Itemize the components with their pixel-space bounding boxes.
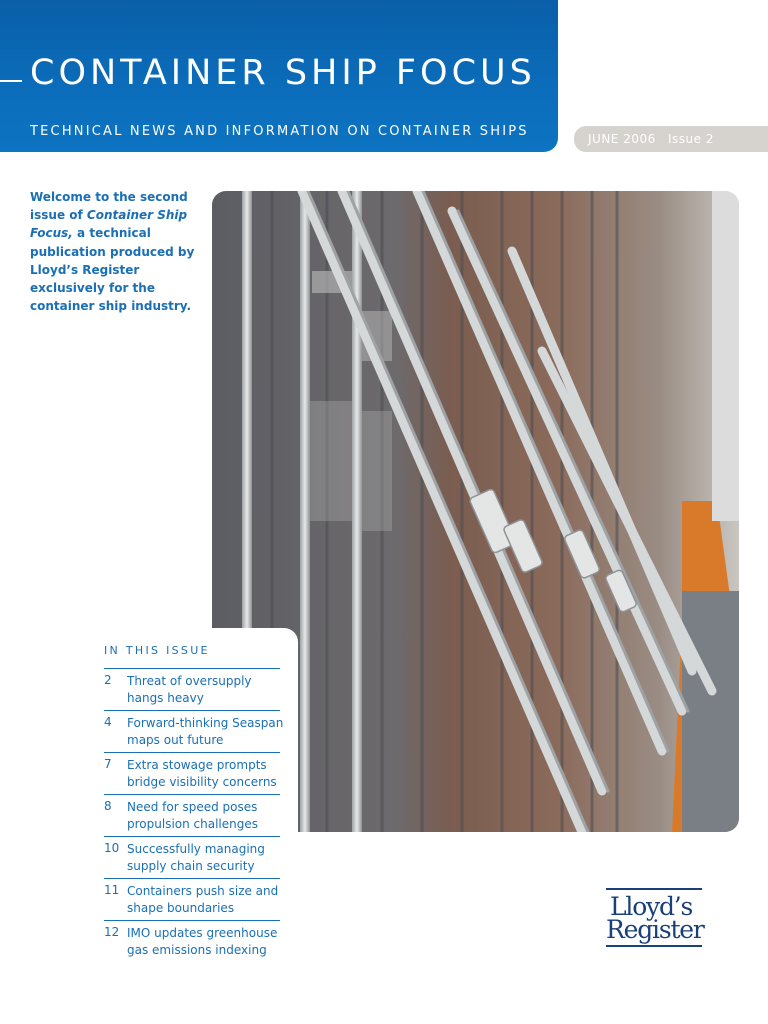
logo-word-register: Register xyxy=(606,915,704,944)
toc-item xyxy=(104,836,280,878)
toc-item xyxy=(104,710,284,752)
intro-publication-name: Container Ship Focus, xyxy=(30,208,188,241)
toc-item xyxy=(104,668,280,710)
issue-date: JUNE 2006 xyxy=(588,132,656,146)
toc-heading: IN THIS ISSUE xyxy=(104,644,210,657)
logo-bottom-rule xyxy=(606,945,702,947)
toc-article-title: Extra stowage prompts bridge visibility concerns xyxy=(127,758,277,789)
toc-list xyxy=(104,668,284,962)
toc-article-title: Threat of oversupply hangs heavy xyxy=(127,674,252,705)
toc-item xyxy=(104,920,280,962)
toc-article-title: Forward-thinking Seaspan maps out future xyxy=(127,716,284,747)
logo-top-rule xyxy=(606,888,702,890)
toc-page-number: 11 xyxy=(104,883,120,897)
toc-article-title: IMO updates greenhouse gas emissions indexing xyxy=(127,926,278,957)
intro-paragraph xyxy=(30,188,210,315)
toc-page-number: 4 xyxy=(104,715,112,729)
toc-item xyxy=(104,878,280,920)
toc-page-number: 10 xyxy=(104,841,120,855)
toc-page-number: 2 xyxy=(104,673,112,687)
intro-part1: Welcome to the second issue of xyxy=(30,190,188,223)
toc-article-title: Containers push size and shape boundaries xyxy=(127,884,279,915)
masthead xyxy=(0,0,558,152)
publication-title: CONTAINER SHIP FOCUS xyxy=(30,53,536,93)
toc-article-title: Successfully managing supply chain security xyxy=(127,842,265,873)
toc-item xyxy=(104,794,280,836)
lloyds-register-logo xyxy=(606,888,702,947)
logo-word-lloyds: Lloyd’s xyxy=(610,892,693,921)
issue-number: Issue 2 xyxy=(668,132,714,146)
toc-page-number: 7 xyxy=(104,757,112,771)
title-dash xyxy=(0,80,22,82)
toc-page-number: 8 xyxy=(104,799,112,813)
publication-subtitle: TECHNICAL NEWS AND INFORMATION ON CONTAINER SHIPS xyxy=(30,124,529,139)
intro-part2: a technical publication produced by Lloyd’s Register exclusively for the container ship industry. xyxy=(30,226,195,314)
issue-tab xyxy=(574,126,768,152)
toc-item xyxy=(104,752,280,794)
toc-article-title: Need for speed poses propulsion challenges xyxy=(127,800,258,831)
toc-page-number: 12 xyxy=(104,925,120,939)
